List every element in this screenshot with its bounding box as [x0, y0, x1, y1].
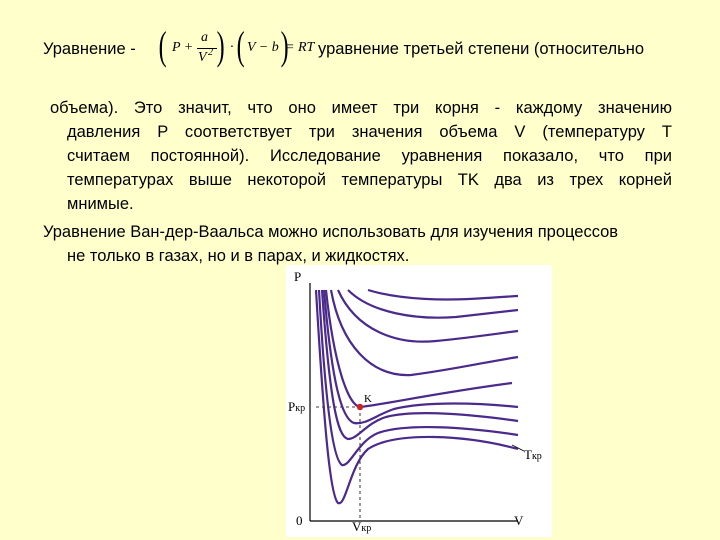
- origin-label: 0: [296, 513, 303, 528]
- formula-dot: ·: [230, 40, 234, 55]
- isotherms-figure: [286, 265, 552, 537]
- fraction-bar: [197, 48, 217, 49]
- v-critical-symbol: V: [352, 519, 362, 534]
- formula-power: 2: [208, 47, 213, 58]
- critical-point-label: K: [364, 393, 372, 405]
- p-critical-symbol: P: [288, 399, 296, 414]
- v-critical-label: [352, 519, 371, 535]
- right-paren-2: ): [280, 23, 289, 68]
- paragraph-line-2: объема). Это значит, что оно имеет три корня - каждому значению: [50, 99, 672, 117]
- right-paren: ): [216, 23, 225, 68]
- p-critical-sub: кр: [295, 403, 306, 414]
- t-critical-symbol: T: [524, 447, 532, 462]
- formula-v-minus-b: V − b: [247, 40, 279, 55]
- paragraph-line-5: температурах выше некоторой температуры TK два из трех корней: [67, 171, 672, 189]
- isotherm-8: [348, 290, 518, 318]
- formula-denominator: V: [198, 50, 207, 65]
- isotherms-plot: [286, 265, 552, 537]
- paragraph-line-4: считаем постоянной). Исследование уравнения показало, что при: [67, 147, 672, 165]
- isotherm-6: [331, 290, 518, 375]
- left-paren: (: [158, 23, 167, 68]
- paragraph-line-7: Уравнение Ван-дер-Ваальса можно использовать для изучения процессов: [43, 223, 619, 241]
- x-axis-label: V: [514, 513, 524, 528]
- y-axis-label: P: [294, 269, 302, 284]
- t-critical-label: [524, 447, 542, 463]
- left-paren-2: (: [236, 23, 245, 68]
- p-critical-label: [288, 399, 305, 415]
- v-critical-sub: кр: [361, 523, 372, 534]
- paragraph-line-6: мнимые.: [67, 195, 134, 213]
- paragraph-line-1: уравнение третьей степени (относительно: [318, 40, 645, 58]
- t-critical-sub: кр: [531, 451, 542, 462]
- formula-numerator: a: [201, 30, 208, 45]
- formula-rhs: = RT: [285, 40, 315, 55]
- isotherm-9: [368, 290, 518, 299]
- van-der-waals-formula: [154, 20, 314, 78]
- critical-point-marker: [357, 404, 363, 410]
- paragraph-line-3: давления P соответствует три значения объема V (температуру T: [67, 123, 672, 141]
- equation-label: Уравнение -: [43, 40, 136, 58]
- formula-p: P +: [172, 40, 194, 55]
- paragraph-line-8: не только в газах, но и в парах, и жидкостях.: [67, 247, 410, 265]
